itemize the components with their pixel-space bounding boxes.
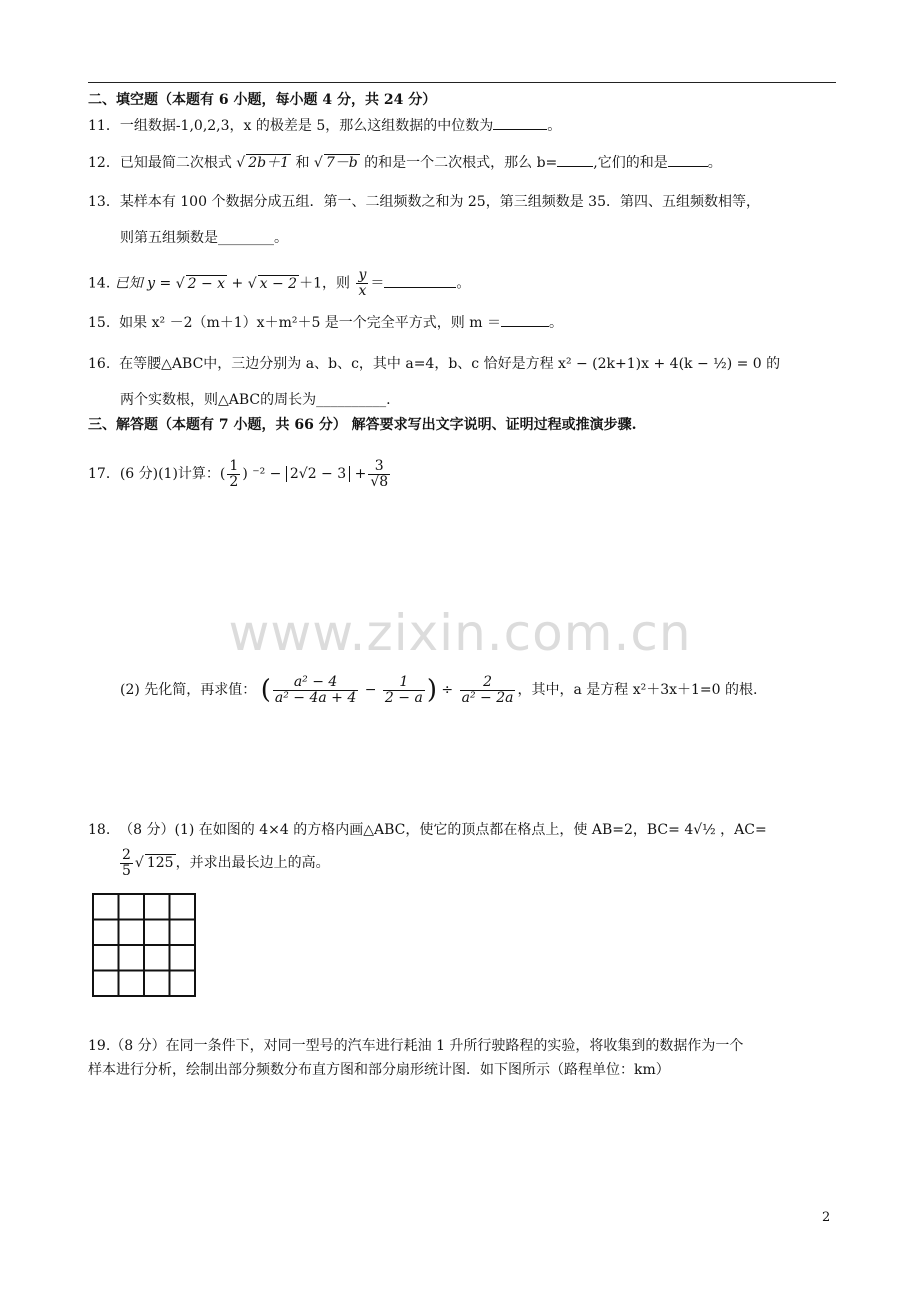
question-11: 11．一组数据-1,0,2,3，x 的极差是 5，那么这组数据的中位数为 。	[88, 115, 561, 136]
question-18-line2: $\frac{2}{5}$ √ 125 ，并求出最长边上的高。	[122, 846, 330, 879]
section-2-header: 二、填空题（本题有 6 小题，每小题 4 分，共 24 分）	[88, 92, 437, 108]
question-16-line1: 16. 在等腰△ABC中，三边分别为 a、b、c，其中 a=4，b、c 恰好是方程 x² − (2k+1)x + 4(k − ½) = 0 的	[88, 356, 781, 372]
question-15: 15. 如果 x² －2（m＋1）x＋m²＋5 是一个完全平方式，则 m ＝ 。	[88, 312, 563, 333]
watermark: www.zixin.com.cn	[228, 604, 692, 662]
question-17-2: (2) 先化简，再求值： ( $\frac{\text{a² − 4}}{\text{a² − 4a + 4}}$ − $\frac{1}{2 - a}$ ) ÷ $\frac{2}{\text{a² − 2a}}$ ，其中，a 是方程 x²＋3x＋1=0 的根.	[120, 673, 758, 706]
question-16-line2: 两个实数根，则△ABC的周长为__________.	[120, 392, 391, 408]
square-grid-4x4	[92, 893, 196, 997]
top-rule	[88, 82, 836, 83]
question-12: 12．已知最简二次根式 √ 2b＋1 和 √ 7－b 的和是一个二次根式，那么 b= ,它们的和是 。	[88, 152, 722, 173]
question-13-line1: 13．某样本有 100 个数据分成五组．第一、二组频数之和为 25，第三组频数是 35．第四、五组频数相等，	[88, 194, 760, 210]
question-19-line2: 样本进行分析，绘制出部分频数分布直方图和部分扇形统计图．如下图所示（路程单位：km）	[88, 1062, 670, 1078]
question-19-line1: 19.（8 分）在同一条件下，对同一型号的汽车进行耗油 1 升所行驶路程的实验，将收集到的数据作为一个	[88, 1038, 744, 1054]
section-3-header: 三、解答题（本题有 7 小题，共 66 分） 解答要求写出文字说明、证明过程或推演步骤.	[88, 417, 637, 433]
question-17-1: 17．(6 分)(1)计算：( $\frac{1}{2}$ ) ⁻² − 2√2 − 3 + $\frac{3}{√8}$	[88, 457, 389, 490]
question-18-line1: 18. （8 分）(1) 在如图的 4×4 的方格内画△ABC，使它的顶点都在格点上，使 AB=2，BC= 4√½ ，AC=	[88, 822, 767, 838]
page-number: 2	[822, 1210, 831, 1225]
question-13-line2: 则第五组频数是________。	[120, 230, 288, 246]
question-14: 14. 已知 y = √ 2 − x + √ x − 2 ＋1，则 $\frac{y}{x}$ ＝ 。	[88, 267, 471, 299]
